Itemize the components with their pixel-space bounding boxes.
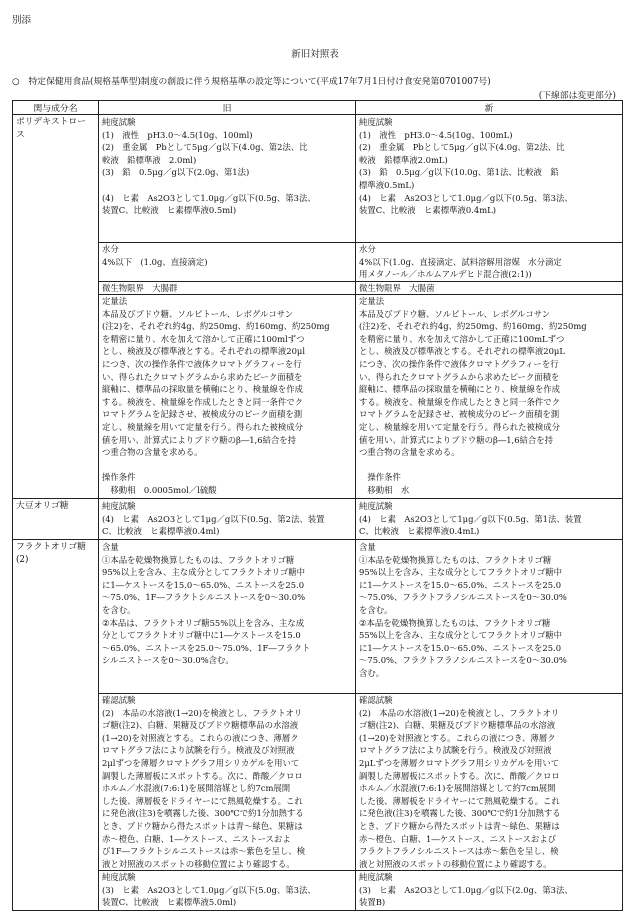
column-header-new: 新 — [356, 101, 623, 115]
new-identification-test: 確認試験 (2) 本品の水溶液(1→20)を検液とし、フラクトオリ ゴ糖(注2)、白糖、果糖及びブドウ糖標準品の水溶液 (1→20)を対照液とする。これらの液につき、薄層ク ロマトグラフ法により試験を行う。検液及び対照液 2μLずつを薄層クロマトグラフ用シリカゲルを用いて 調製した薄層板にスポットする。次に、酢酸／クロロ ホルム／水混液(7:6:1)を展開溶媒として約7cm展開 した後、薄層板をドライヤーにて熱風乾燥する。これ に発色液(注3)を噴霧した後、300℃で約1分加熱する とき、ブドウ糖から得たスポットは青～緑色、果糖は 赤～橙色、白糖、1―ケストース、ニストースおよび フラクトフラノシルニストースは赤～紫色を呈し、検 液と対照液のスポットの移動位置により確認する。 — [356, 693, 622, 870]
column-header-old: 旧 — [99, 101, 356, 115]
component-name: 大豆オリゴ糖 — [16, 501, 69, 511]
old-purity-test: 純度試験 (3) ヒ素 As2O3として1.0μg／g以下(5.0g、第3法、 装置C、比較液 ヒ素標準液5.0ml) — [99, 870, 355, 909]
table-header-row — [13, 101, 623, 115]
new-moisture: 水分 4%以下(1.0g、直接滴定、試料溶解用溶媒 水分滴定 用メタノール／ホルムアルデヒド混合液(2:1)) — [356, 242, 622, 281]
new-content: 含量 ①本品を乾燥物換算したものは、フラクトオリゴ糖 95%以上を含み、主な成分としてフラクトオリゴ糖中 に1―ケストースを15.0～65.0%、ニストースを25.0 ～75.0%、フラクトフラノシルニストースを0～30.0% を含む。 ②本品を乾燥物換算したものは、フラクトオリゴ糖 55%以上を含み、主な成分としてフラクトオリゴ糖中 に1―ケストースを15.0～65.0%、ニストースを25.0 ～75.0%、フラクトフラノシルニストースを0～30.0% 含む。 — [359, 542, 567, 678]
component-name: フラクトオリゴ糖 (2) — [16, 542, 86, 565]
new-microbial-limit: 微生物限界 大腸菌 — [356, 281, 622, 294]
old-assay: 定量法 本品及びブドウ糖、ソルビトール、レボグルコサン (注2)を、それぞれ約4g、約250mg、約160mg、約250mg を精密に量り、水を加えて溶かして正確に100mlずつ とし、検液及び標準液とする。それぞれの標準液20μl につき、次の操作条件で液体クロマトグラフィーを行 い、得られたクロマトグラムから求めたピーク面積を 縦軸に、標準品の採取量を横軸にとり、検量線を作成 する。検液を、検量線を作成したときと同一条件でク ロマトグラムを記録させ、被検成分のピーク面積を測 定し、検量線を用いて定量を行う。得られた被検成分 値を用い、計算式によりブドウ糖のβ―1,6結合を持 つ重合物の含量を求める。 操作条件 移動相 0.0005mol／l硫酸 — [99, 294, 355, 497]
old-purity-test: 純度試験 (4) ヒ素 As2O3として1μg／g以下(0.5g、第2法、装置 C、比較液 ヒ素標準液0.4ml) — [102, 501, 325, 537]
new-purity-test: 純度試験 (3) ヒ素 As2O3として1.0μg／g以下(2.0g、第3法、 装置B) — [356, 870, 622, 909]
old-content: 含量 ①本品を乾燥物換算したものは、フラクトオリゴ糖 95%以上を含み、主な成分としてフラクトオリゴ糖中 に1―ケストースを15.0～65.0%、ニストースを25.0 ～75.0%、1F―フラクトシルニストースを0～30.0% を含む。 ②本品は、フラクトオリゴ糖55%以上を含み、主な成 分としてフラクトオリゴ糖中に1―ケストースを15.0 ～65.0%、ニストースを25.0～75.0%、1F―フラクト シルニストースを0～30.0%含む。 — [102, 542, 311, 666]
underline-note: (下線部は変更部分) — [538, 91, 616, 101]
component-name: ポリデキストロー ス — [16, 117, 87, 140]
old-identification-test: 確認試験 (2) 本品の水溶液(1→20)を検液とし、フラクトオリ ゴ糖(注2)、白糖、果糖及びブドウ糖標準品の水溶液 (1→20)を対照液とする。これらの液につき、薄層ク ロマトグラフ法により試験を行う。検液及び対照液 2μlずつを薄層クロマトグラフ用シリカゲルを用いて 調製した薄層板にスポットする。次に、酢酸／クロロ ホルム／水混液(7:6:1)を展開溶媒とし約7cm展開 した後、薄層板をドライヤーにて熱風乾燥する。これ に発色液(注3)を噴霧した後、300℃で約1分加熱する とき、ブドウ糖から得たスポットは青～緑色、果糖は 赤～橙色、白糖、1―ケストース、ニストースおよ び1F―フラクトシルニストースは赤～紫色を呈し、検 液と対照液のスポットの移動位置により確認する。 — [99, 693, 355, 870]
notice-heading: ○ 特定保健用食品(規格基準型)制度の創設に伴う規格基準の設定等について(平成17年7月1日付け食安発第0701007号) — [12, 77, 491, 87]
comparison-table — [12, 100, 623, 911]
annex-label: 別添 — [12, 15, 32, 26]
new-assay: 定量法 本品及びブドウ糖、ソルビトール、レボグルコサン (注2)を、それぞれ約4g、約250mg、約160mg、約250mg を精密に量り、水を加えて溶かして正確に100mLずつ とし、検液及び標準液とする。それぞれの標準液20μL につき、次の操作条件で液体クロマトグラフィーを行 い、得られたクロマトグラムから求めたピーク面積を 縦軸に、標準品の採取量を横軸にとり、検量線を作成 する。検液を、検量線を作成したときと同一条件でク ロマトグラムを記録させ、被検成分のピーク面積を測 定し、検量線を用いて定量を行う。得られた被検成分 値を用い、計算式によりブドウ糖のβ―1,6結合を持 つ重合物の含量を求める。 操作条件 移動相 水 — [356, 294, 622, 497]
old-moisture: 水分 4%以下 (1.0g、直接滴定) — [99, 242, 355, 281]
table-row-polydextrose — [13, 115, 623, 499]
old-purity-test: 純度試験 (1) 液性 pH3.0～4.5(10g、100ml) (2) 重金属 Pbとして5μg／g以下(4.0g、第2法、比 較液 鉛標準液 2.0ml) (3) 鉛 0.5μg／g以下(2.0g、第1法) (4) ヒ素 As2O3として1.0μg／g以下(0.5g、第3法、 装置C、比較液 ヒ素標準液0.5ml) — [102, 117, 316, 216]
table-row-soy-oligosaccharide — [13, 499, 623, 540]
new-purity-test: 純度試験 (4) ヒ素 As2O3として1μg／g以下(0.5g、第1法、装置 C、比較液 ヒ素標準液0.4mL) — [359, 501, 582, 537]
column-header-component: 関与成分名 — [13, 101, 99, 115]
page-title: 新旧対照表 — [291, 49, 339, 60]
old-microbial-limit: 微生物限界 大腸群 — [99, 281, 355, 294]
new-purity-test: 純度試験 (1) 液性 pH3.0～4.5(10g、100mL) (2) 重金属 Pbとして5μg／g以下(4.0g、第2法、比 較液 鉛標準液2.0mL) (3) 鉛 0.5μg／g以下(10.0g、第1法、比較液 鉛 標準液0.5mL) (4) ヒ素 As2O3として1.0μg／g以下(0.5g、第3法、 装置C、比較液 ヒ素標準液0.4mL) — [359, 117, 573, 216]
table-row-fructooligosaccharide — [13, 540, 623, 911]
